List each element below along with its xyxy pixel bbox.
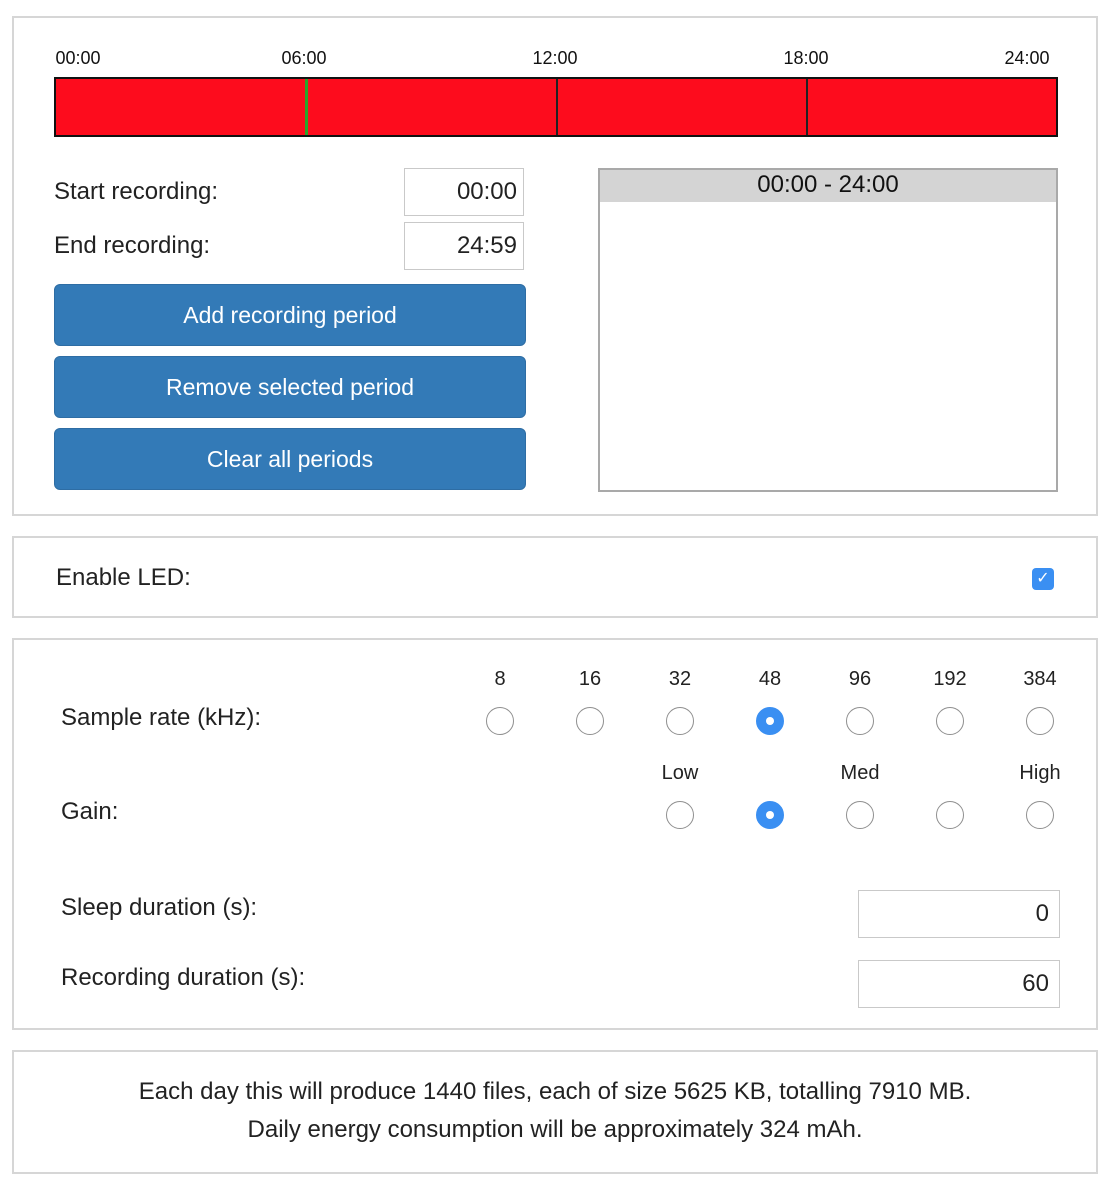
sample-rate-radio-384[interactable] — [1026, 707, 1054, 735]
timeline-divider — [556, 79, 558, 135]
sample-rate-option-label: 384 — [1023, 668, 1057, 690]
summary-energy-text: Daily energy consumption will be approximately 324 mAh. — [247, 1116, 863, 1143]
gain-option-label: High — [1019, 762, 1061, 784]
enable-led-checkbox[interactable] — [1032, 568, 1054, 590]
timeline-tick-label: 24:00 — [1004, 48, 1050, 68]
gain-radio-1[interactable] — [756, 801, 784, 829]
summary-panel — [12, 1050, 1098, 1174]
sample-rate-option-label: 96 — [848, 668, 872, 690]
end-time-input[interactable] — [404, 222, 524, 270]
sleep-duration-label: Sleep duration (s): — [61, 894, 258, 921]
start-time-input[interactable] — [404, 168, 524, 216]
gain-option-label: Low — [661, 762, 699, 784]
gain-radio-3[interactable] — [936, 801, 964, 829]
gain-radio-2[interactable] — [846, 801, 874, 829]
timeline-current-time-marker — [305, 79, 308, 135]
timeline-tick-label: 06:00 — [281, 48, 327, 68]
sample-rate-radio-32[interactable] — [666, 707, 694, 735]
timeline-divider — [806, 79, 808, 135]
period-list[interactable] — [598, 168, 1058, 492]
sample-rate-radio-16[interactable] — [576, 707, 604, 735]
start-recording-label: Start recording: — [54, 178, 219, 205]
sample-rate-radio-48[interactable] — [756, 707, 784, 735]
timeline-bar[interactable] — [54, 77, 1058, 137]
timeline-tick-label: 00:00 — [55, 48, 101, 68]
sample-rate-option-label: 192 — [933, 668, 967, 690]
remove-period-button[interactable]: Remove selected period — [54, 356, 526, 418]
summary-files-text: Each day this will produce 1440 files, each of size 5625 KB, totalling 7910 MB. — [138, 1078, 972, 1105]
sample-rate-option-label: 32 — [668, 668, 692, 690]
checkmark-icon: ✓ — [1036, 570, 1050, 587]
sample-rate-label: Sample rate (kHz): — [61, 704, 262, 731]
gain-label: Gain: — [61, 798, 119, 825]
settings-panel — [12, 638, 1098, 1030]
sample-rate-option-label: 48 — [758, 668, 782, 690]
timeline-tick-label: 12:00 — [532, 48, 578, 68]
sleep-duration-input[interactable] — [858, 890, 1060, 938]
led-panel — [12, 536, 1098, 618]
sample-rate-option-label: 16 — [578, 668, 602, 690]
recording-duration-input[interactable] — [858, 960, 1060, 1008]
gain-radio-4[interactable] — [1026, 801, 1054, 829]
sample-rate-option-label: 8 — [494, 668, 506, 690]
sample-rate-radio-96[interactable] — [846, 707, 874, 735]
enable-led-label: Enable LED: — [56, 564, 191, 591]
schedule-panel — [12, 16, 1098, 516]
end-recording-label: End recording: — [54, 232, 211, 259]
add-period-button[interactable]: Add recording period — [54, 284, 526, 346]
recording-duration-label: Recording duration (s): — [61, 964, 306, 991]
period-list-item[interactable]: 00:00 - 24:00 — [600, 170, 1056, 202]
sample-rate-radio-8[interactable] — [486, 707, 514, 735]
gain-radio-0[interactable] — [666, 801, 694, 829]
clear-periods-button[interactable]: Clear all periods — [54, 428, 526, 490]
timeline-tick-label: 18:00 — [783, 48, 829, 68]
sample-rate-radio-192[interactable] — [936, 707, 964, 735]
gain-option-label: Med — [840, 762, 880, 784]
